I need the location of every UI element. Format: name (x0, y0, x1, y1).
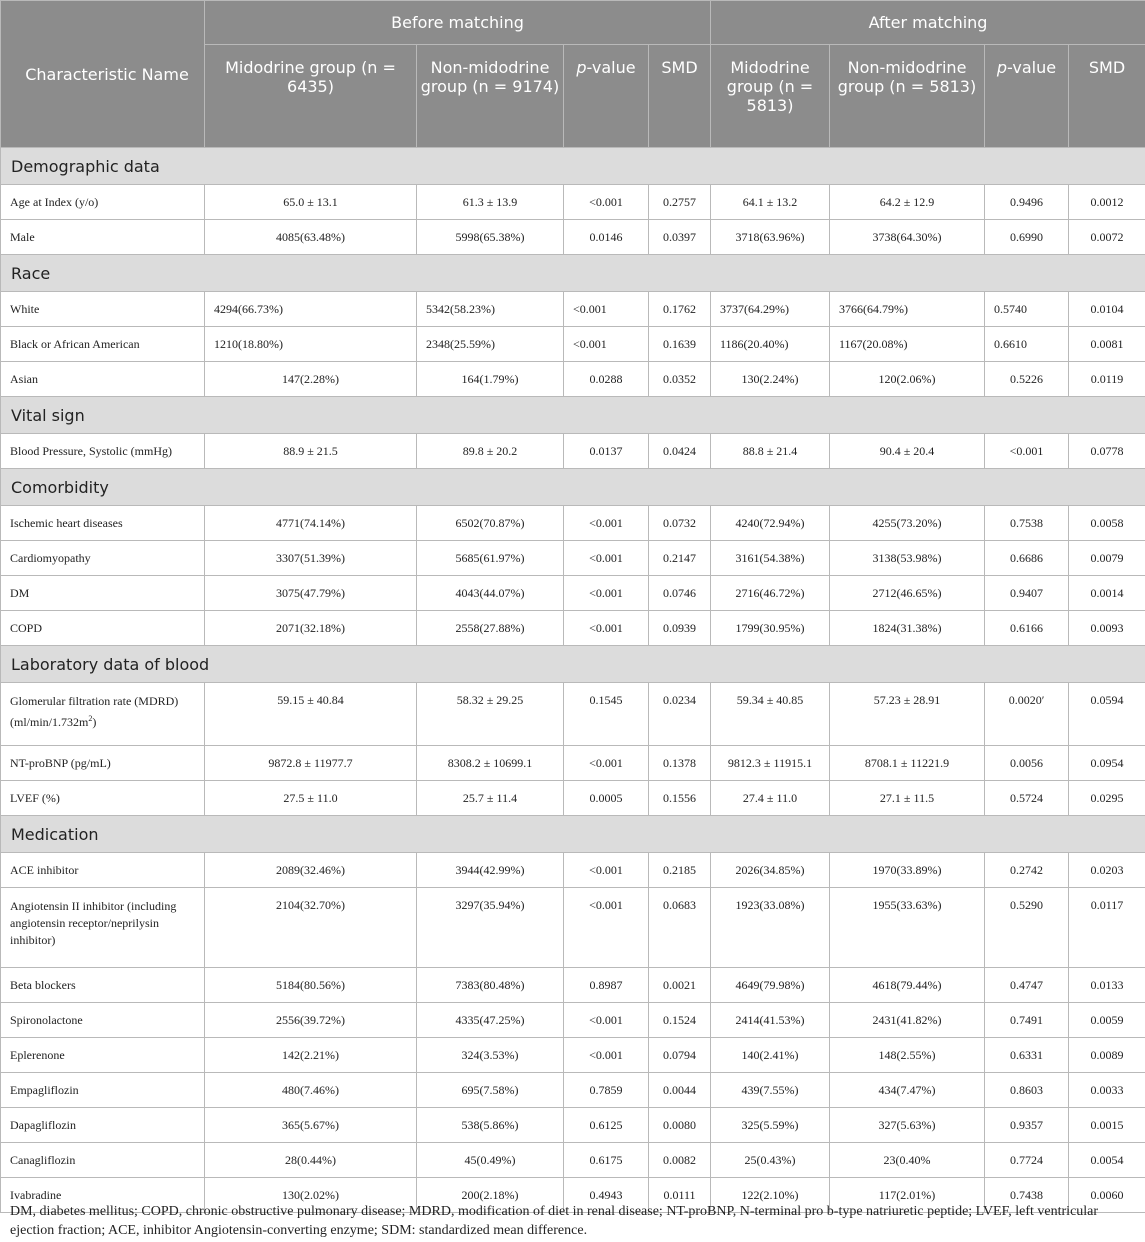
cell-p-value-after: 0.6610 (985, 327, 1069, 362)
cell-non-midodrine-after: 23(0.40% (830, 1143, 985, 1178)
cell-non-midodrine-before: 8308.2 ± 10699.1 (417, 746, 564, 781)
cell-non-midodrine-before: 4043(44.07%) (417, 576, 564, 611)
cell-non-midodrine-before: 2348(25.59%) (417, 327, 564, 362)
cell-non-midodrine-after: 4255(73.20%) (830, 506, 985, 541)
cell-p-value-after: 0.5226 (985, 362, 1069, 397)
cell-p-value-before: 0.0137 (564, 434, 649, 469)
cell-characteristic-label: Asian (1, 362, 205, 397)
cell-smd-after: 0.0117 (1069, 888, 1145, 968)
cell-smd-before: 0.0044 (649, 1073, 711, 1108)
cell-smd-after: 0.0058 (1069, 506, 1145, 541)
cell-midodrine-before: 480(7.46%) (205, 1073, 417, 1108)
table-row-ihd (1, 506, 1145, 541)
cell-non-midodrine-after: 2712(46.65%) (830, 576, 985, 611)
cell-midodrine-after: 3718(63.96%) (711, 220, 830, 255)
cell-non-midodrine-before: 3944(42.99%) (417, 853, 564, 888)
cell-non-midodrine-before: 3297(35.94%) (417, 888, 564, 968)
table-row-male (1, 220, 1145, 255)
cell-midodrine-after: 9812.3 ± 11915.1 (711, 746, 830, 781)
cell-characteristic-label: DM (1, 576, 205, 611)
cell-midodrine-after: 3161(54.38%) (711, 541, 830, 576)
cell-smd-before: 0.1378 (649, 746, 711, 781)
cell-smd-after: 0.0054 (1069, 1143, 1145, 1178)
cell-p-value-after: 0.5740 (985, 292, 1069, 327)
cell-midodrine-before: 3075(47.79%) (205, 576, 417, 611)
header-characteristic-name: Characteristic Name (1, 1, 205, 148)
section-medication: Medication (1, 816, 1145, 853)
cell-midodrine-before: 4294(66.73%) (205, 292, 417, 327)
cell-non-midodrine-after: 8708.1 ± 11221.9 (830, 746, 985, 781)
cell-p-value-before: 0.6175 (564, 1143, 649, 1178)
cell-non-midodrine-before: 200(2.18%) (417, 1178, 564, 1213)
cell-midodrine-before: 88.9 ± 21.5 (205, 434, 417, 469)
cell-smd-before: 0.0939 (649, 611, 711, 646)
cell-non-midodrine-after: 3738(64.30%) (830, 220, 985, 255)
cell-smd-before: 0.0021 (649, 968, 711, 1003)
cell-characteristic-label: Beta blockers (1, 968, 205, 1003)
cell-non-midodrine-before: 5685(61.97%) (417, 541, 564, 576)
cell-midodrine-after: 439(7.55%) (711, 1073, 830, 1108)
cell-p-value-before: 0.0005 (564, 781, 649, 816)
cell-smd-after: 0.0295 (1069, 781, 1145, 816)
cell-smd-after: 0.0072 (1069, 220, 1145, 255)
cell-characteristic-label: Ivabradine (1, 1178, 205, 1213)
cell-p-value-after: 0.9407 (985, 576, 1069, 611)
cell-midodrine-after: 2026(34.85%) (711, 853, 830, 888)
table-row-beta (1, 968, 1145, 1003)
table-row-ace (1, 853, 1145, 888)
cell-p-value-before: <0.001 (564, 506, 649, 541)
cell-midodrine-after: 140(2.41%) (711, 1038, 830, 1073)
cell-non-midodrine-before: 164(1.79%) (417, 362, 564, 397)
cell-p-value-before: <0.001 (564, 292, 649, 327)
cell-smd-before: 0.0080 (649, 1108, 711, 1143)
cell-midodrine-before: 2104(32.70%) (205, 888, 417, 968)
cell-non-midodrine-before: 538(5.86%) (417, 1108, 564, 1143)
cell-smd-after: 0.0093 (1069, 611, 1145, 646)
cell-smd-after: 0.0033 (1069, 1073, 1145, 1108)
table-row-black (1, 327, 1145, 362)
cell-p-value-before: 0.7859 (564, 1073, 649, 1108)
cell-smd-before: 0.1524 (649, 1003, 711, 1038)
cell-p-value-after: 0.7491 (985, 1003, 1069, 1038)
section-comorbidity: Comorbidity (1, 469, 1145, 506)
cell-midodrine-before: 27.5 ± 11.0 (205, 781, 417, 816)
cell-non-midodrine-after: 327(5.63%) (830, 1108, 985, 1143)
cell-p-value-before: <0.001 (564, 611, 649, 646)
cell-p-value-after: 0.5724 (985, 781, 1069, 816)
cell-smd-before: 0.0397 (649, 220, 711, 255)
cell-p-value-before: 0.6125 (564, 1108, 649, 1143)
cell-non-midodrine-after: 1955(33.63%) (830, 888, 985, 968)
cell-characteristic-label: Angiotensin II inhibitor (including angiotensin receptor/neprilysin inhibitor) (1, 888, 205, 968)
table-row-copd (1, 611, 1145, 646)
cell-characteristic-label: ACE inhibitor (1, 853, 205, 888)
cell-p-value-after: 0.6990 (985, 220, 1069, 255)
cell-midodrine-after: 130(2.24%) (711, 362, 830, 397)
cell-smd-after: 0.0015 (1069, 1108, 1145, 1143)
cell-midodrine-after: 1186(20.40%) (711, 327, 830, 362)
cell-characteristic-label: White (1, 292, 205, 327)
table-row-gfr (1, 683, 1145, 746)
cell-non-midodrine-before: 58.32 ± 29.25 (417, 683, 564, 746)
cell-midodrine-before: 2071(32.18%) (205, 611, 417, 646)
table-footnote: DM, diabetes mellitus; COPD, chronic obstructive pulmonary disease; MDRD, modification of diet in renal disease; NT-proBNP, N-terminal pro b-type natriuretic peptide; LVEF, left ventricular ejection fraction; ACE, inhibitor Angiotensin-converting enzyme; SDM: standardized mean difference. (10, 1204, 1099, 1238)
cell-midodrine-before: 147(2.28%) (205, 362, 417, 397)
header-p-value-after: p-value (985, 45, 1069, 148)
cell-characteristic-label: Dapagliflozin (1, 1108, 205, 1143)
header-smd-after: SMD (1069, 45, 1145, 148)
cell-p-value-before: <0.001 (564, 327, 649, 362)
header-midodrine-after: Midodrine group (n = 5813) (711, 45, 830, 148)
cell-smd-before: 0.1639 (649, 327, 711, 362)
cell-p-value-before: <0.001 (564, 853, 649, 888)
cell-midodrine-after: 2414(41.53%) (711, 1003, 830, 1038)
cell-p-value-after: 0.5290 (985, 888, 1069, 968)
cell-midodrine-after: 3737(64.29%) (711, 292, 830, 327)
section-race: Race (1, 255, 1145, 292)
cell-non-midodrine-after: 434(7.47%) (830, 1073, 985, 1108)
cell-non-midodrine-after: 1970(33.89%) (830, 853, 985, 888)
cell-p-value-before: <0.001 (564, 1038, 649, 1073)
cell-midodrine-after: 59.34 ± 40.85 (711, 683, 830, 746)
table-row-cardiomyopathy (1, 541, 1145, 576)
cell-midodrine-after: 122(2.10%) (711, 1178, 830, 1213)
cell-smd-before: 0.0082 (649, 1143, 711, 1178)
table-row-eple (1, 1038, 1145, 1073)
cell-smd-after: 0.0133 (1069, 968, 1145, 1003)
cell-smd-before: 0.0234 (649, 683, 711, 746)
cell-characteristic-label: LVEF (%) (1, 781, 205, 816)
cell-smd-before: 0.2185 (649, 853, 711, 888)
cell-non-midodrine-before: 4335(47.25%) (417, 1003, 564, 1038)
header-smd-before: SMD (649, 45, 711, 148)
header-before-matching: Before matching (205, 1, 711, 45)
cell-non-midodrine-after: 3138(53.98%) (830, 541, 985, 576)
cell-p-value-after: 0.4747 (985, 968, 1069, 1003)
header-p-value-before: p-value (564, 45, 649, 148)
cell-p-value-after: 0.2742 (985, 853, 1069, 888)
cell-non-midodrine-before: 2558(27.88%) (417, 611, 564, 646)
cell-p-value-after: 0.9496 (985, 185, 1069, 220)
cell-characteristic-label: Glomerular filtration rate (MDRD) $(ml/\min/1.732m^2)$ (1, 683, 205, 746)
cell-midodrine-before: 2556(39.72%) (205, 1003, 417, 1038)
cell-non-midodrine-after: 57.23 ± 28.91 (830, 683, 985, 746)
cell-p-value-after: 0.9357 (985, 1108, 1069, 1143)
cell-p-value-before: <0.001 (564, 746, 649, 781)
cell-characteristic-label: COPD (1, 611, 205, 646)
table-row-lvef (1, 781, 1145, 816)
cell-smd-after: 0.0119 (1069, 362, 1145, 397)
cell-non-midodrine-before: 25.7 ± 11.4 (417, 781, 564, 816)
cell-p-value-after: 0.6331 (985, 1038, 1069, 1073)
cell-characteristic-label: Age at Index (y/o) (1, 185, 205, 220)
cell-p-value-after: 0.7724 (985, 1143, 1069, 1178)
cell-midodrine-before: 65.0 ± 13.1 (205, 185, 417, 220)
cell-p-value-after: 0.0056 (985, 746, 1069, 781)
cell-smd-before: 0.0794 (649, 1038, 711, 1073)
table-row-spiro (1, 1003, 1145, 1038)
cell-smd-before: 0.0352 (649, 362, 711, 397)
cell-smd-after: 0.0014 (1069, 576, 1145, 611)
cell-p-value-after: 0.6166 (985, 611, 1069, 646)
cell-midodrine-before: 142(2.21%) (205, 1038, 417, 1073)
cell-non-midodrine-before: 695(7.58%) (417, 1073, 564, 1108)
cell-midodrine-before: 59.15 ± 40.84 (205, 683, 417, 746)
cell-smd-before: 0.0683 (649, 888, 711, 968)
section-demographic: Demographic data (1, 148, 1145, 185)
cell-characteristic-label: Cardiomyopathy (1, 541, 205, 576)
cell-midodrine-after: 2716(46.72%) (711, 576, 830, 611)
cell-midodrine-before: 4771(74.14%) (205, 506, 417, 541)
cell-smd-after: 0.0089 (1069, 1038, 1145, 1073)
cell-midodrine-before: 3307(51.39%) (205, 541, 417, 576)
header-non-midodrine-before: Non-midodrine group (n = 9174) (417, 45, 564, 148)
cell-smd-after: 0.0059 (1069, 1003, 1145, 1038)
cell-smd-after: 0.0060 (1069, 1178, 1145, 1213)
cell-p-value-before: 0.8987 (564, 968, 649, 1003)
cell-midodrine-after: 1923(33.08%) (711, 888, 830, 968)
cell-midodrine-before: 9872.8 ± 11977.7 (205, 746, 417, 781)
cell-smd-after: 0.0594 (1069, 683, 1145, 746)
cell-characteristic-label: Spironolactone (1, 1003, 205, 1038)
cell-p-value-before: <0.001 (564, 576, 649, 611)
cell-midodrine-before: 130(2.02%) (205, 1178, 417, 1213)
cell-non-midodrine-after: 2431(41.82%) (830, 1003, 985, 1038)
cell-midodrine-before: 5184(80.56%) (205, 968, 417, 1003)
table-row-dm (1, 576, 1145, 611)
table-row-empa (1, 1073, 1145, 1108)
cell-non-midodrine-after: 117(2.01%) (830, 1178, 985, 1213)
cell-non-midodrine-after: 27.1 ± 11.5 (830, 781, 985, 816)
cell-characteristic-label: Ischemic heart diseases (1, 506, 205, 541)
cell-non-midodrine-before: 61.3 ± 13.9 (417, 185, 564, 220)
cell-midodrine-after: 88.8 ± 21.4 (711, 434, 830, 469)
cell-p-value-before: <0.001 (564, 888, 649, 968)
cell-smd-before: 0.2147 (649, 541, 711, 576)
cell-p-value-after: <0.001 (985, 434, 1069, 469)
cell-smd-before: 0.1762 (649, 292, 711, 327)
table-row-dapa (1, 1108, 1145, 1143)
cell-characteristic-label: Male (1, 220, 205, 255)
cell-non-midodrine-after: 1824(31.38%) (830, 611, 985, 646)
cell-midodrine-before: 365(5.67%) (205, 1108, 417, 1143)
cell-midodrine-after: 4649(79.98%) (711, 968, 830, 1003)
cell-midodrine-after: 1799(30.95%) (711, 611, 830, 646)
cell-non-midodrine-after: 148(2.55%) (830, 1038, 985, 1073)
header-after-matching: After matching (711, 1, 1145, 45)
cell-midodrine-before: 2089(32.46%) (205, 853, 417, 888)
cell-p-value-before: <0.001 (564, 185, 649, 220)
cell-p-value-before: <0.001 (564, 1003, 649, 1038)
cell-non-midodrine-before: 6502(70.87%) (417, 506, 564, 541)
cell-midodrine-after: 25(0.43%) (711, 1143, 830, 1178)
cell-midodrine-after: 64.1 ± 13.2 (711, 185, 830, 220)
cell-characteristic-label: Blood Pressure, Systolic (mmHg) (1, 434, 205, 469)
cell-non-midodrine-before: 5342(58.23%) (417, 292, 564, 327)
cell-non-midodrine-before: 324(3.53%) (417, 1038, 564, 1073)
cell-non-midodrine-after: 64.2 ± 12.9 (830, 185, 985, 220)
cell-midodrine-before: 1210(18.80%) (205, 327, 417, 362)
table-row-age (1, 185, 1145, 220)
cell-smd-after: 0.0012 (1069, 185, 1145, 220)
cell-non-midodrine-after: 4618(79.44%) (830, 968, 985, 1003)
cell-p-value-after: 0.7438 (985, 1178, 1069, 1213)
cell-smd-after: 0.0954 (1069, 746, 1145, 781)
cell-non-midodrine-after: 3766(64.79%) (830, 292, 985, 327)
cell-smd-before: 0.0424 (649, 434, 711, 469)
cell-smd-after: 0.0081 (1069, 327, 1145, 362)
cell-p-value-after: 0.0020′ (985, 683, 1069, 746)
cell-p-value-after: 0.6686 (985, 541, 1069, 576)
cell-smd-after: 0.0104 (1069, 292, 1145, 327)
cell-smd-before: 0.0732 (649, 506, 711, 541)
cell-characteristic-label: Empagliflozin (1, 1073, 205, 1108)
cell-midodrine-before: 4085(63.48%) (205, 220, 417, 255)
cell-non-midodrine-after: 1167(20.08%) (830, 327, 985, 362)
table-row-arb (1, 888, 1145, 968)
cell-p-value-before: 0.0288 (564, 362, 649, 397)
cell-non-midodrine-before: 89.8 ± 20.2 (417, 434, 564, 469)
cell-non-midodrine-before: 45(0.49%) (417, 1143, 564, 1178)
table-row-ntprobnp (1, 746, 1145, 781)
cell-characteristic-label: Black or African American (1, 327, 205, 362)
cell-non-midodrine-after: 90.4 ± 20.4 (830, 434, 985, 469)
cell-non-midodrine-before: 7383(80.48%) (417, 968, 564, 1003)
cell-non-midodrine-before: 5998(65.38%) (417, 220, 564, 255)
cell-characteristic-label: NT-proBNP (pg/mL) (1, 746, 205, 781)
cell-p-value-before: <0.001 (564, 541, 649, 576)
table-row-cana (1, 1143, 1145, 1178)
cell-smd-before: 0.1556 (649, 781, 711, 816)
header-midodrine-before: Midodrine group (n = 6435) (205, 45, 417, 148)
cell-smd-before: 0.0746 (649, 576, 711, 611)
cell-characteristic-label: Canagliflozin (1, 1143, 205, 1178)
cell-midodrine-after: 27.4 ± 11.0 (711, 781, 830, 816)
header-non-midodrine-after: Non-midodrine group (n = 5813) (830, 45, 985, 148)
cell-p-value-before: 0.1545 (564, 683, 649, 746)
cell-p-value-after: 0.8603 (985, 1073, 1069, 1108)
cell-characteristic-label: Eplerenone (1, 1038, 205, 1073)
cell-p-value-before: 0.0146 (564, 220, 649, 255)
cell-smd-after: 0.0079 (1069, 541, 1145, 576)
section-laboratory: Laboratory data of blood (1, 646, 1145, 683)
cell-midodrine-after: 325(5.59%) (711, 1108, 830, 1143)
table-row-asian (1, 362, 1145, 397)
cell-p-value-before: 0.4943 (564, 1178, 649, 1213)
table-row-sbp (1, 434, 1145, 469)
section-vital-sign: Vital sign (1, 397, 1145, 434)
cell-smd-before: 0.0111 (649, 1178, 711, 1213)
cell-non-midodrine-after: 120(2.06%) (830, 362, 985, 397)
cell-smd-after: 0.0778 (1069, 434, 1145, 469)
cell-midodrine-before: 28(0.44%) (205, 1143, 417, 1178)
cell-smd-before: 0.2757 (649, 185, 711, 220)
cell-p-value-after: 0.7538 (985, 506, 1069, 541)
cell-midodrine-after: 4240(72.94%) (711, 506, 830, 541)
table-row-white (1, 292, 1145, 327)
cell-smd-after: 0.0203 (1069, 853, 1145, 888)
